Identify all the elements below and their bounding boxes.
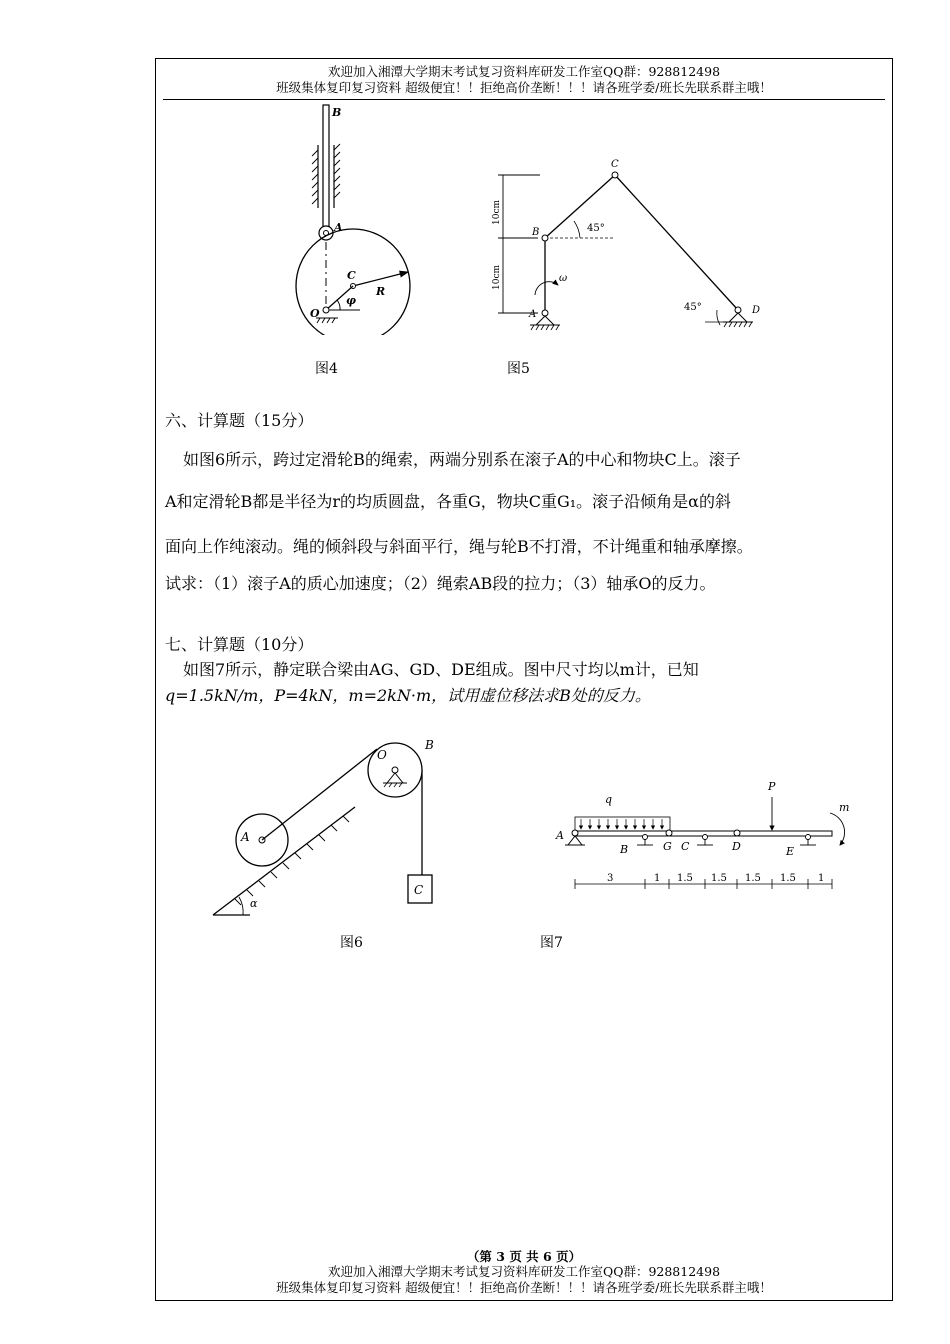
fig4-label-phi: φ bbox=[346, 294, 356, 307]
header-rule bbox=[163, 99, 885, 100]
fig5-dim-top: 10cm bbox=[492, 199, 502, 225]
fig4-caption: 图4 bbox=[315, 361, 338, 377]
fig6-label-alpha: α bbox=[250, 897, 258, 910]
figure-7 bbox=[550, 775, 860, 900]
fig7-label-c: C bbox=[681, 840, 690, 853]
figure-4 bbox=[290, 100, 430, 335]
footer-line-2: 班级集体复印复习资料 超级便宜！！拒绝高价垄断！！！请各班学委/班长先联系群主哦！ bbox=[276, 1280, 772, 1295]
fig4-label-o: O bbox=[310, 307, 320, 320]
fig7-dim-5: 1.5 bbox=[745, 873, 761, 884]
section-6-line-2: A和定滑轮B都是半径为r的均质圆盘，各重G，物块C重G₁。滚子沿倾角是α的斜 bbox=[165, 492, 731, 511]
fig7-label-g: G bbox=[663, 840, 672, 853]
section-7-title: 七、计算题（10分） bbox=[165, 635, 314, 654]
fig7-dim-4: 1.5 bbox=[711, 873, 727, 884]
fig4-label-r: R bbox=[376, 285, 386, 298]
fig5-angle-b: 45° bbox=[587, 223, 605, 234]
fig7-label-d: D bbox=[732, 840, 741, 853]
fig6-label-c: C bbox=[414, 883, 424, 897]
fig4-label-a: A bbox=[334, 221, 343, 234]
fig6-label-a: A bbox=[241, 830, 250, 844]
fig7-caption: 图7 bbox=[540, 935, 563, 951]
fig7-label-q: q bbox=[605, 793, 613, 806]
fig5-label-b: B bbox=[532, 227, 540, 238]
fig7-label-m: m bbox=[839, 801, 850, 814]
fig7-dim-6: 1.5 bbox=[780, 873, 796, 884]
fig4-label-b: B bbox=[332, 106, 342, 119]
fig6-caption: 图6 bbox=[340, 935, 363, 951]
fig7-dim-1: 3 bbox=[607, 873, 614, 884]
section-7-line-2: q=1.5kN/m，P=4kN，m=2kN·m，试用虚位移法求B处的反力。 bbox=[165, 686, 651, 705]
page-number: （第 3 页 共 6 页） bbox=[466, 1249, 582, 1264]
fig7-label-a: A bbox=[556, 829, 564, 842]
header-line-1: 欢迎加入湘潭大学期末考试复习资料库研发工作室QQ群：928812498 bbox=[327, 64, 721, 79]
fig7-dim-7: 1 bbox=[818, 873, 825, 884]
fig5-dim-bottom: 10cm bbox=[492, 264, 502, 290]
footer-line-1: 欢迎加入湘潭大学期末考试复习资料库研发工作室QQ群：928812498 bbox=[327, 1264, 721, 1279]
header-line-2: 班级集体复印复习资料 超级便宜！！拒绝高价垄断！！！请各班学委/班长先联系群主哦！ bbox=[276, 80, 772, 95]
figure-6 bbox=[205, 735, 445, 925]
figure-5 bbox=[480, 155, 780, 340]
fig7-label-e: E bbox=[786, 845, 795, 858]
fig4-label-c: C bbox=[347, 269, 356, 282]
section-6-line-3: 面向上作纯滚动。绳的倾斜段与斜面平行，绳与轮B不打滑，不计绳重和轴承摩擦。 bbox=[165, 537, 753, 556]
section-7-line-1: 如图7所示，静定联合梁由AG、GD、DE组成。图中尺寸均以m计，已知 bbox=[183, 660, 699, 679]
section-6-line-4: 试求：（1）滚子A的质心加速度；（2）绳索AB段的拉力；（3）轴承O的反力。 bbox=[165, 574, 716, 593]
fig6-label-b: B bbox=[425, 738, 434, 752]
section-6-title: 六、计算题（15分） bbox=[165, 411, 314, 430]
fig7-dim-2: 1 bbox=[654, 873, 661, 884]
fig6-label-o: O bbox=[377, 748, 387, 762]
fig5-angle-d: 45° bbox=[684, 302, 702, 313]
fig5-label-a: A bbox=[529, 309, 537, 320]
fig7-dim-3: 1.5 bbox=[677, 873, 693, 884]
fig7-label-b: B bbox=[620, 843, 629, 856]
section-6-line-1: 如图6所示，跨过定滑轮B的绳索，两端分别系在滚子A的中心和物块C上。滚子 bbox=[183, 450, 741, 469]
fig7-label-p: P bbox=[768, 780, 776, 793]
fig5-label-c: C bbox=[611, 159, 619, 170]
fig5-label-omega: ω bbox=[559, 273, 568, 284]
fig5-label-d: D bbox=[752, 305, 761, 316]
fig5-caption: 图5 bbox=[507, 361, 530, 377]
